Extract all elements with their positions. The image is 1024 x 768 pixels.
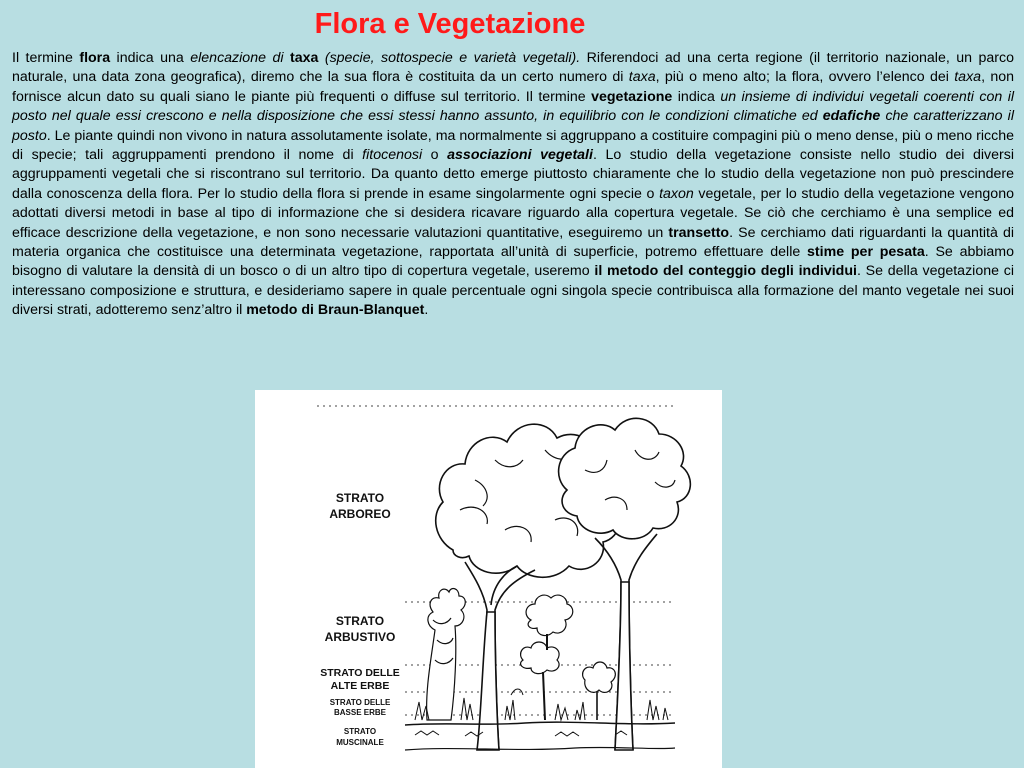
text-segment: . Se abbiamo bisogno di valutare la densità di un bosco o di un altro tipo di copertura vegetale, useremo [12, 244, 1015, 280]
strato-arboreo-line1: STRATO [335, 491, 385, 505]
shrub-left [427, 589, 466, 720]
strato-muscinale-line1: STRATO [343, 727, 377, 736]
text-segment: taxa [289, 50, 319, 66]
strata-labels [320, 491, 400, 747]
text-segment: indica [672, 88, 721, 105]
text-segment: (specie, sottospecie e varietà vegetali). [318, 50, 581, 66]
text-segment: Il termine [12, 50, 80, 66]
text-segment: taxa [954, 69, 982, 86]
text-segment: che caratterizzano il posto [12, 108, 1014, 144]
strato-arboreo-line2: ARBOREO [329, 507, 391, 521]
text-segment: transetto [668, 224, 730, 241]
strato-muscinale-line2: MUSCINALE [336, 738, 384, 747]
text-segment: stime per pesata [807, 244, 925, 261]
large-tree-right [559, 418, 691, 750]
text-segment: il metodo del conteggio degli individui [594, 263, 857, 280]
text-segment: metodo di Braun-Blanquet [246, 302, 425, 319]
text-segment: taxa [628, 69, 656, 86]
strato-basse-erbe-line2: BASSE ERBE [333, 708, 387, 717]
text-segment: . Le piante quindi non vivono in natura assolutamente isolate, ma normalmente si aggruppano a costituire compagini più o meno dense, più o meno ricche di specie; tali aggruppamenti prendono il nome di [12, 127, 1014, 164]
text-segment: . Se cerchiamo dati riguardanti la quantità di materia organica che costituisce una determinata vegetazione, rapportata all’unità di superficie, potremo effettuare delle [12, 224, 1014, 261]
text-segment: . [424, 302, 429, 319]
text-segment: , non fornisce alcun dato su quali siano le piante più frequenti o diffuse sul territorio. Il termine [12, 69, 1015, 105]
text-segment: elencazione di [190, 50, 290, 66]
text-segment: . Se della vegetazione ci interessano composizione e struttura, e desideriamo sapere in quale percentuale ogni singola specie contribuisca alla formazione del manto vegetale nei suoi diversi strati, adotteremo senz’altro il [12, 263, 1014, 319]
text-segment: taxon [659, 185, 694, 202]
text-segment: fitocenosi [362, 147, 423, 164]
text-segment: un insieme di individui vegetali coerenti con il posto nel quale essi crescono e nella disposizione che essi stessi hanno assunto, in equilibrio con le condizioni climatiche ed [12, 88, 1015, 125]
strato-basse-erbe-line1: STRATO DELLE [329, 698, 391, 707]
text-segment: associazioni vegetali [447, 147, 593, 164]
strato-arbustivo-line1: STRATO [335, 614, 385, 628]
text-segment: , più o meno alto; la flora, ovvero l’elenco dei [655, 69, 955, 86]
text-segment: vegetale, per lo studio della vegetazione vengono adottati diversi metodi in base al tipo di informazione che si desidera ricavare riguardo alla copertura vegetale. Se ciò che cerchiamo è una semplice ed efficace descrizione della vegetazione, e non sono necessarie valutazioni quantitative, eseguiremo un [12, 185, 1014, 241]
shrub-right [583, 662, 616, 720]
vegetation-strata-illustration [255, 390, 722, 768]
strato-alte-erbe-line2: ALTE ERBE [330, 680, 390, 692]
shrub-center [521, 595, 573, 720]
text-segment: o [422, 147, 448, 164]
text-segment: vegetazione [591, 88, 673, 105]
page-title: Flora e Vegetazione [314, 8, 586, 40]
body-paragraph [12, 49, 1014, 321]
text-segment: . Lo studio della vegetazione consiste nello studio dei diversi aggruppamenti vegetali che si riscontrano sul territorio. Da quanto detto emerge piuttosto chiaramente che lo studio della vegetazione non può prescindere dalla conoscenza della flora. Per lo studio della flora si prende in esame singolarmente ogni specie o [12, 147, 1014, 202]
text-segment: indica una [110, 50, 191, 66]
text-segment: edafiche [822, 108, 881, 125]
text-segment: flora [79, 50, 111, 66]
strato-arbustivo-line2: ARBUSTIVO [324, 630, 396, 644]
text-segment: Riferendoci ad una certa regione (il territorio nazionale, un parco naturale, una data zona geografica), diremo che la sua flora è costituita da un certo numero di [12, 50, 1015, 86]
strato-alte-erbe-line1: STRATO DELLE [320, 667, 400, 679]
